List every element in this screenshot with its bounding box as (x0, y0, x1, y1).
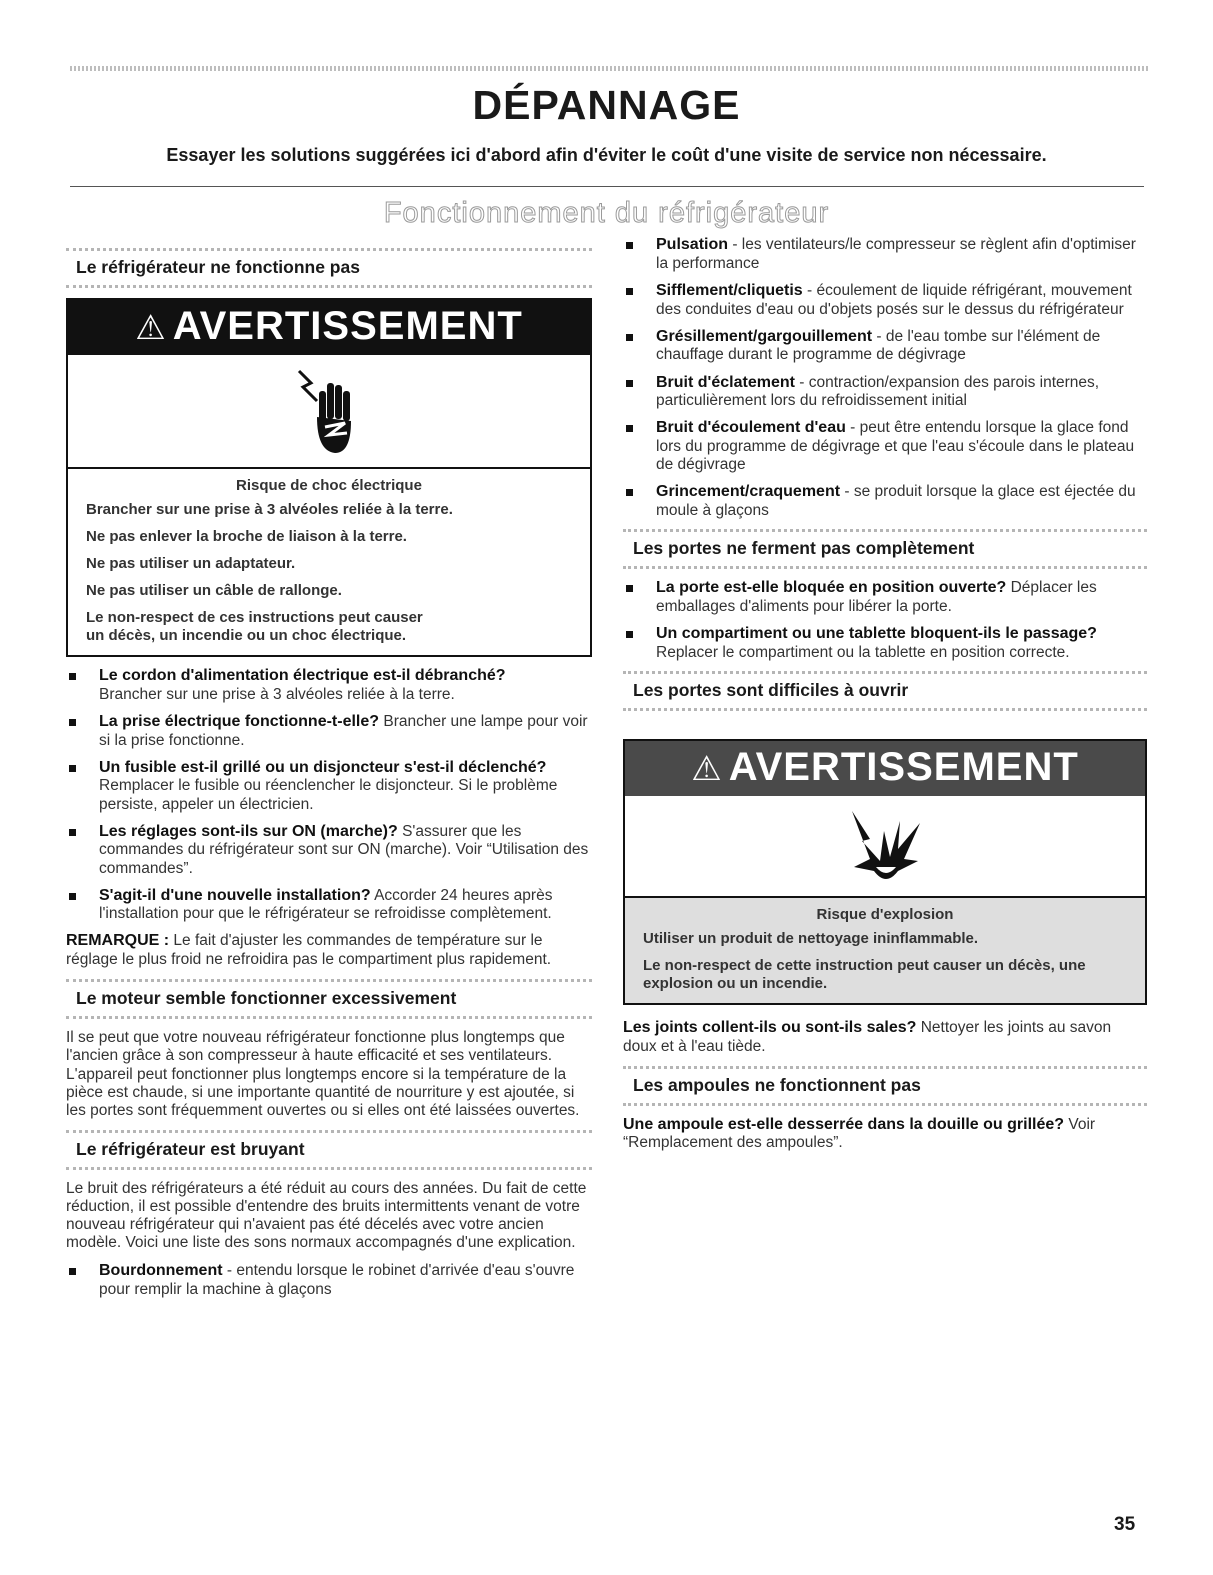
warning-line: Ne pas utiliser un adaptateur. (86, 555, 296, 572)
checklist (623, 579, 1147, 662)
warning-label: AVERTISSEMENT (172, 304, 523, 348)
warning-line: Ne pas enlever la broche de liaison à la terre. (86, 528, 407, 545)
list-item: Le cordon d'alimentation électrique est-il débranché? Brancher sur une prise à 3 alvéoles reliée à la terre. (66, 667, 592, 704)
section-heading (66, 979, 592, 1019)
heading-text: Le réfrigérateur est bruyant (76, 1138, 305, 1159)
warning-line: Ne pas utiliser un câble de rallonge. (86, 582, 342, 599)
warning-title (625, 741, 1145, 796)
warning-label: AVERTISSEMENT (728, 744, 1079, 789)
page-subtitle: Essayer les solutions suggérées ici d'abord afin d'éviter le coût d'une visite de service non nécessaire. (166, 145, 1047, 165)
warning-consequence: Le non-respect de cette instruction peut causer un décès, une explosion ou un incendie. (643, 956, 1086, 992)
section-heading (66, 1130, 592, 1170)
checklist (66, 1262, 592, 1299)
list-item: Un compartiment ou une tablette bloquent-ils le passage? Replacer le compartiment ou la tablette en position correcte. (623, 625, 1147, 662)
warning-triangle-icon: ⚠ (135, 309, 167, 347)
section-heading (623, 671, 1147, 711)
warning-risk: Risque de choc électrique (236, 477, 422, 494)
section-heading (623, 529, 1147, 569)
list-item: Bruit d'éclatement - contraction/expansion des parois internes, particulièrement lors du refroidissement initial (623, 374, 1147, 411)
warning-text (68, 469, 590, 655)
heading-text: Le moteur semble fonctionner excessivement (76, 988, 457, 1009)
checklist (66, 667, 592, 923)
list-item: S'agit-il d'une nouvelle installation? Accorder 24 heures après l'installation pour que le réfrigérateur se refroidisse complètement. (66, 887, 592, 924)
warning-triangle-icon: ⚠ (691, 749, 723, 788)
heading-text: Le réfrigérateur ne fonctionne pas (76, 257, 360, 277)
heading-text: Les portes sont difficiles à ouvrir (633, 679, 909, 700)
list-item: La prise électrique fonctionne-t-elle? Brancher une lampe pour voir si la prise fonctionne. (66, 713, 592, 750)
warning-line: Utiliser un produit de nettoyage ininflammable. (643, 929, 979, 947)
warning-pictogram (625, 796, 1145, 898)
section-banner: Fonctionnement du réfrigérateur (383, 197, 830, 229)
list-item: Bourdonnement - entendu lorsque le robinet d'arrivée d'eau s'ouvre pour remplir la machine à glaçons (66, 1262, 592, 1299)
warning-box-electric (66, 298, 592, 657)
heading-text: Les portes ne ferment pas complètement (633, 538, 975, 559)
electric-shock-hand-icon (289, 361, 369, 461)
warning-title (68, 300, 590, 355)
section-heading (623, 1066, 1147, 1106)
explosion-icon (840, 801, 930, 891)
right-column (623, 236, 1147, 1163)
list-item: Grésillement/gargouillement - de l'eau tombe sur l'élément de chauffage durant le programme de dégivrage (623, 328, 1147, 365)
body-paragraph: Le bruit des réfrigérateurs a été réduit au cours des années. Du fait de cette réduction, il est possible d'entendre des bruits intermittents venant de votre nouveau réfrigérateur qui n'avaient pas été décelés avec votre ancien modèle. Voici une liste des sons normaux accompagnés d'une explication. (66, 1179, 587, 1252)
section-heading (66, 248, 592, 288)
warning-pictogram (68, 355, 590, 469)
page-number: 35 (1114, 1514, 1136, 1535)
warning-text (625, 898, 1145, 1003)
warning-box-explosion (623, 739, 1147, 1005)
title-rule (70, 186, 1144, 187)
warning-line: Brancher sur une prise à 3 alvéoles reliée à la terre. (86, 501, 453, 518)
list-item: Les réglages sont-ils sur ON (marche)? S'assurer que les commandes du réfrigérateur sont sur ON (marche). Voir “Utilisation des commandes”. (66, 823, 592, 878)
list-item: Un fusible est-il grillé ou un disjoncteur s'est-il déclenché? Remplacer le fusible ou réenclencher le disjoncteur. Si le problème persiste, appeler un électricien. (66, 759, 592, 814)
list-item: Pulsation - les ventilateurs/le compresseur se règlent afin d'optimiser la performance (623, 236, 1147, 273)
page-title: DÉPANNAGE (472, 82, 741, 128)
list-item: Grincement/craquement - se produit lorsque la glace est éjectée du moule à glaçons (623, 483, 1147, 520)
heading-text: Les ampoules ne fonctionnent pas (633, 1074, 921, 1095)
warning-risk: Risque d'explosion (816, 905, 954, 923)
list-item: La porte est-elle bloquée en position ouverte? Déplacer les emballages d'aliments pour libérer la porte. (623, 579, 1147, 616)
left-column (66, 240, 592, 1308)
note-paragraph: REMARQUE : Le fait d'ajuster les commandes de température sur le réglage le plus froid ne refroidira pas le compartiment plus rapidement. (66, 932, 552, 969)
body-paragraph: Les joints collent-ils ou sont-ils sales? Nettoyer les joints au savon doux et à l'eau tiède. (623, 1018, 1112, 1055)
list-item: Bruit d'écoulement d'eau - peut être entendu lorsque la glace fond lors du programme de dégivrage et que l'eau s'écoule dans le plateau de dégivrage (623, 419, 1147, 474)
warning-consequence: Le non-respect de ces instructions peut causer un décès, un incendie ou un choc électrique. (86, 609, 423, 644)
list-item: Sifflement/cliquetis - écoulement de liquide réfrigérant, mouvement des conduites d'eau ou d'objets posés sur le dessus du réfrigérateur (623, 282, 1147, 319)
top-dotted-rule (70, 66, 1148, 71)
body-paragraph: Une ampoule est-elle desserrée dans la douille ou grillée? Voir “Remplacement des ampoules”. (623, 1115, 1096, 1152)
body-paragraph: Il se peut que votre nouveau réfrigérateur fonctionne plus longtemps que l'ancien grâce à son compresseur à haute efficacité et ses ventilateurs. L'appareil peut fonctionner plus longtemps encore si la température de la pièce est chaude, si une importante quantité de nourriture y est ajoutée, si les portes sont fréquemment ouvertes ou si elles ont été laissées ouvertes. (66, 1029, 580, 1119)
noise-list (623, 236, 1147, 520)
